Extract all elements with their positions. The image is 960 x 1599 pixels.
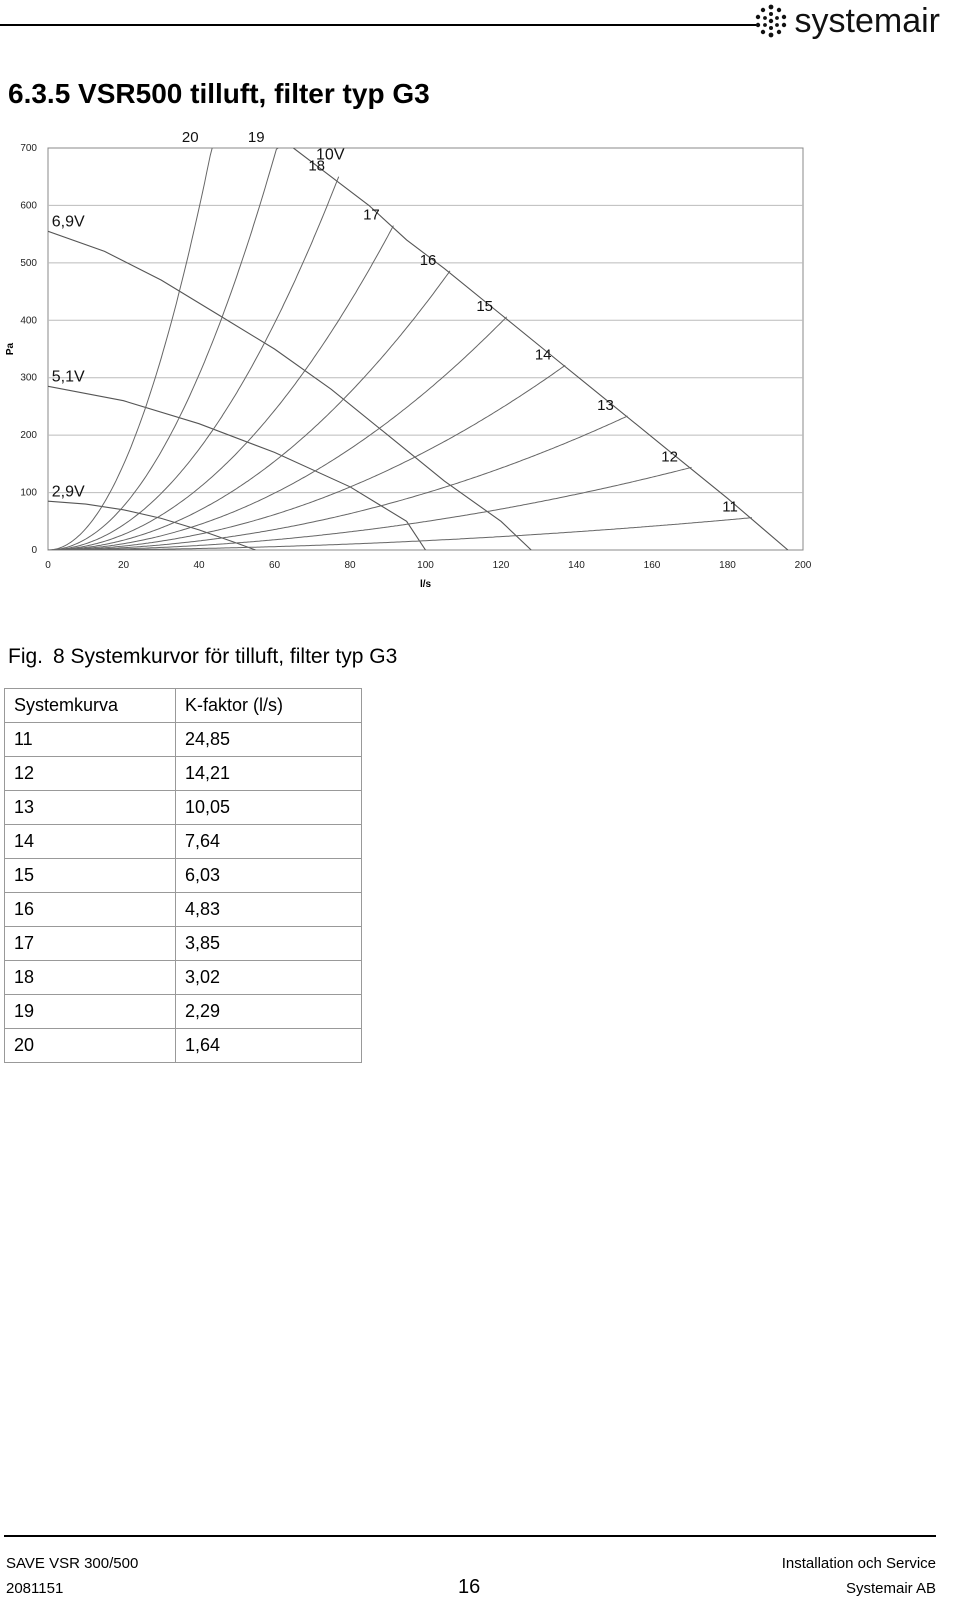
fan-curve-label: 10V (316, 146, 345, 164)
footer-company: Systemair AB (845, 1580, 936, 1597)
table-cell: 4,83 (176, 893, 362, 927)
logo-text: systemair (794, 2, 940, 40)
table-cell: 3,85 (176, 927, 362, 961)
table-row (5, 757, 362, 791)
table-cell: 15 (5, 859, 176, 893)
x-tick-label: 40 (193, 560, 205, 571)
table-cell: 7,64 (176, 825, 362, 859)
x-tick-label: 140 (568, 560, 585, 571)
system-curve-label: 11 (722, 498, 738, 516)
header-rule (0, 24, 760, 26)
x-axis-label: l/s (419, 579, 432, 590)
table-row (5, 995, 362, 1029)
system-curve-17 (48, 226, 393, 550)
table-cell: 20 (5, 1029, 176, 1063)
y-tick-label: 300 (20, 372, 37, 384)
y-tick-label: 100 (20, 487, 37, 499)
y-tick-label: 200 (20, 430, 37, 442)
table-row (5, 825, 362, 859)
table-row (5, 791, 362, 825)
x-tick-label: 160 (643, 560, 661, 571)
table-cell: 17 (5, 927, 176, 961)
table-cell: 24,85 (176, 723, 362, 757)
figure-caption (8, 645, 397, 669)
plot-frame (48, 148, 803, 550)
system-curve-label: 16 (419, 251, 437, 269)
systemair-logo (753, 0, 940, 42)
figure-caption-text: 8 Systemkurvor för tilluft, filter typ G3 (53, 645, 398, 668)
table-cell: 2,29 (176, 995, 362, 1029)
x-tick-label: 0 (45, 560, 51, 571)
system-curve-label: 17 (363, 206, 380, 224)
system-curve-15 (48, 317, 507, 550)
table-cell: 14,21 (176, 757, 362, 791)
table-cell: 3,02 (176, 961, 362, 995)
table-cell: 18 (5, 961, 176, 995)
x-tick-label: 200 (794, 560, 812, 571)
fan-curve-label: 6,9V (51, 213, 85, 231)
y-tick-label: 400 (20, 315, 37, 327)
y-tick-label: 0 (31, 545, 37, 556)
system-curve-label: 14 (534, 346, 552, 364)
table-cell: 19 (5, 995, 176, 1029)
table-row (5, 1029, 362, 1063)
x-tick-label: 60 (268, 560, 281, 571)
table-cell: 10,05 (176, 791, 362, 825)
table-cell: 16 (5, 893, 176, 927)
y-tick-label: 600 (20, 200, 37, 212)
system-curve-label: 13 (597, 397, 614, 415)
column-header-k-faktor: K-faktor (l/s) (176, 689, 362, 723)
page-number: 16 (458, 1576, 481, 1598)
y-tick-label: 700 (20, 143, 37, 154)
table-cell: 6,03 (176, 859, 362, 893)
table-cell: 11 (5, 723, 176, 757)
table-row (5, 961, 362, 995)
table-row (5, 723, 362, 757)
system-curve-14 (48, 365, 565, 550)
x-tick-label: 20 (117, 560, 130, 571)
x-tick-label: 120 (492, 560, 510, 571)
table-row (5, 859, 362, 893)
table-cell: 14 (5, 825, 176, 859)
table-header-row (5, 689, 362, 723)
system-curve-label: 19 (247, 129, 265, 146)
footer-rule (4, 1535, 936, 1537)
fan-curve-label: 2,9V (51, 483, 85, 501)
x-tick-label: 100 (417, 560, 434, 571)
y-axis-label: Pa (5, 342, 16, 356)
system-curve-chart (0, 129, 940, 610)
footer-doc-number: 2081151 (6, 1580, 64, 1597)
x-tick-label: 180 (719, 560, 736, 571)
system-curve-label: 12 (661, 448, 678, 466)
footer-product: SAVE VSR 300/500 (6, 1555, 139, 1572)
table-row (5, 893, 362, 927)
system-curve-label: 18 (308, 157, 326, 175)
system-curve-16 (48, 271, 450, 550)
table-cell: 1,64 (176, 1029, 362, 1063)
column-header-systemkurva: Systemkurva (5, 689, 176, 723)
k-factor-table (4, 688, 362, 1063)
fan-curve-label: 5,1V (51, 368, 85, 386)
system-curve-label: 20 (181, 129, 199, 146)
section-title: 6.3.5 VSR500 tilluft, filter typ G3 (8, 78, 430, 109)
table-cell: 13 (5, 791, 176, 825)
table-row (5, 927, 362, 961)
footer-doc-type: Installation och Service (781, 1555, 936, 1572)
table-cell: 12 (5, 757, 176, 791)
y-tick-label: 500 (20, 257, 37, 269)
x-tick-label: 80 (344, 560, 356, 571)
logo-dots-icon (753, 3, 789, 39)
system-curve-label: 15 (476, 297, 494, 315)
figure-label: Fig. (8, 645, 44, 668)
